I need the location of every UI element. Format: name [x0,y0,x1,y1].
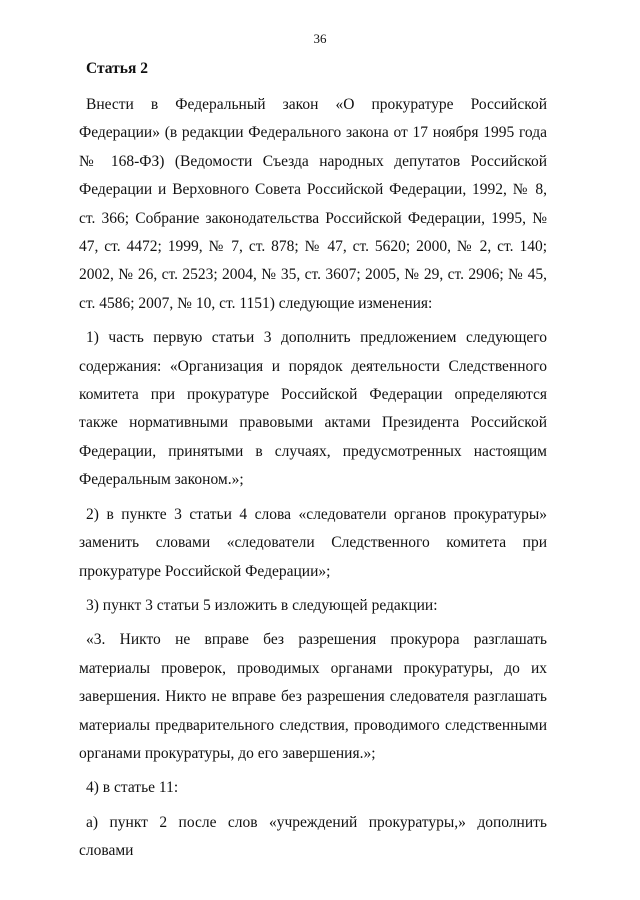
paragraph-intro: Внести в Федеральный закон «О прокуратуре Российской Федерации» (в редакции Федерального закона от 17 ноября 1995 года № 168-ФЗ) (Ведомости Съезда народных депутатов Российской Федерации и Верховного Совета Российской Федерации, 1992, № 8, ст. 366; Собрание законодательства Российской Федерации, 1995, № 47, ст. 4472; 1999, № 7, ст. 878; № 47, ст. 5620; 2000, № 2, ст. 140; 2002, № 26, ст. 2523; 2004, № 35, ст. 3607; 2005, № 29, ст. 2906; № 45, ст. 4586; 2007, № 10, ст. 1151) следующие изменения: [79,96,547,312]
page-number: 36 [313,31,327,46]
paragraph-quote-3: «3. Никто не вправе без разрешения прокурора разглашать материалы проверок, проводимых органами прокуратуры, до их завершения. Никто не вправе без разрешения следователя разглашать материалы предварительного следствия, проводимого следственными органами прокуратуры, до его завершения.»; [79,631,547,762]
paragraph-subitem-a: а) пункт 2 после слов «учреждений прокуратуры,» дополнить словами [79,813,547,860]
paragraph-item-2: 2) в пункте 3 статьи 4 слова «следователи органов прокуратуры» заменить словами «следователи Следственного комитета при прокуратуре Российской Федерации»; [79,505,547,580]
article-heading: Статья 2 [86,60,148,77]
paragraph-item-1: 1) часть первую статьи 3 дополнить предложением следующего содержания: «Организация и порядок деятельности Следственного комитета при прокуратуре Российской Федерации определяются также нормативными правовыми актами Президента Российской Федерации, принятыми в случаях, предусмотренных настоящим Федеральным законом.»; [79,329,547,489]
document-body [79,55,547,872]
paragraph-item-4: 4) в статье 11: [86,779,179,797]
paragraph-item-3: 3) пункт 3 статьи 5 изложить в следующей редакции: [86,596,438,614]
